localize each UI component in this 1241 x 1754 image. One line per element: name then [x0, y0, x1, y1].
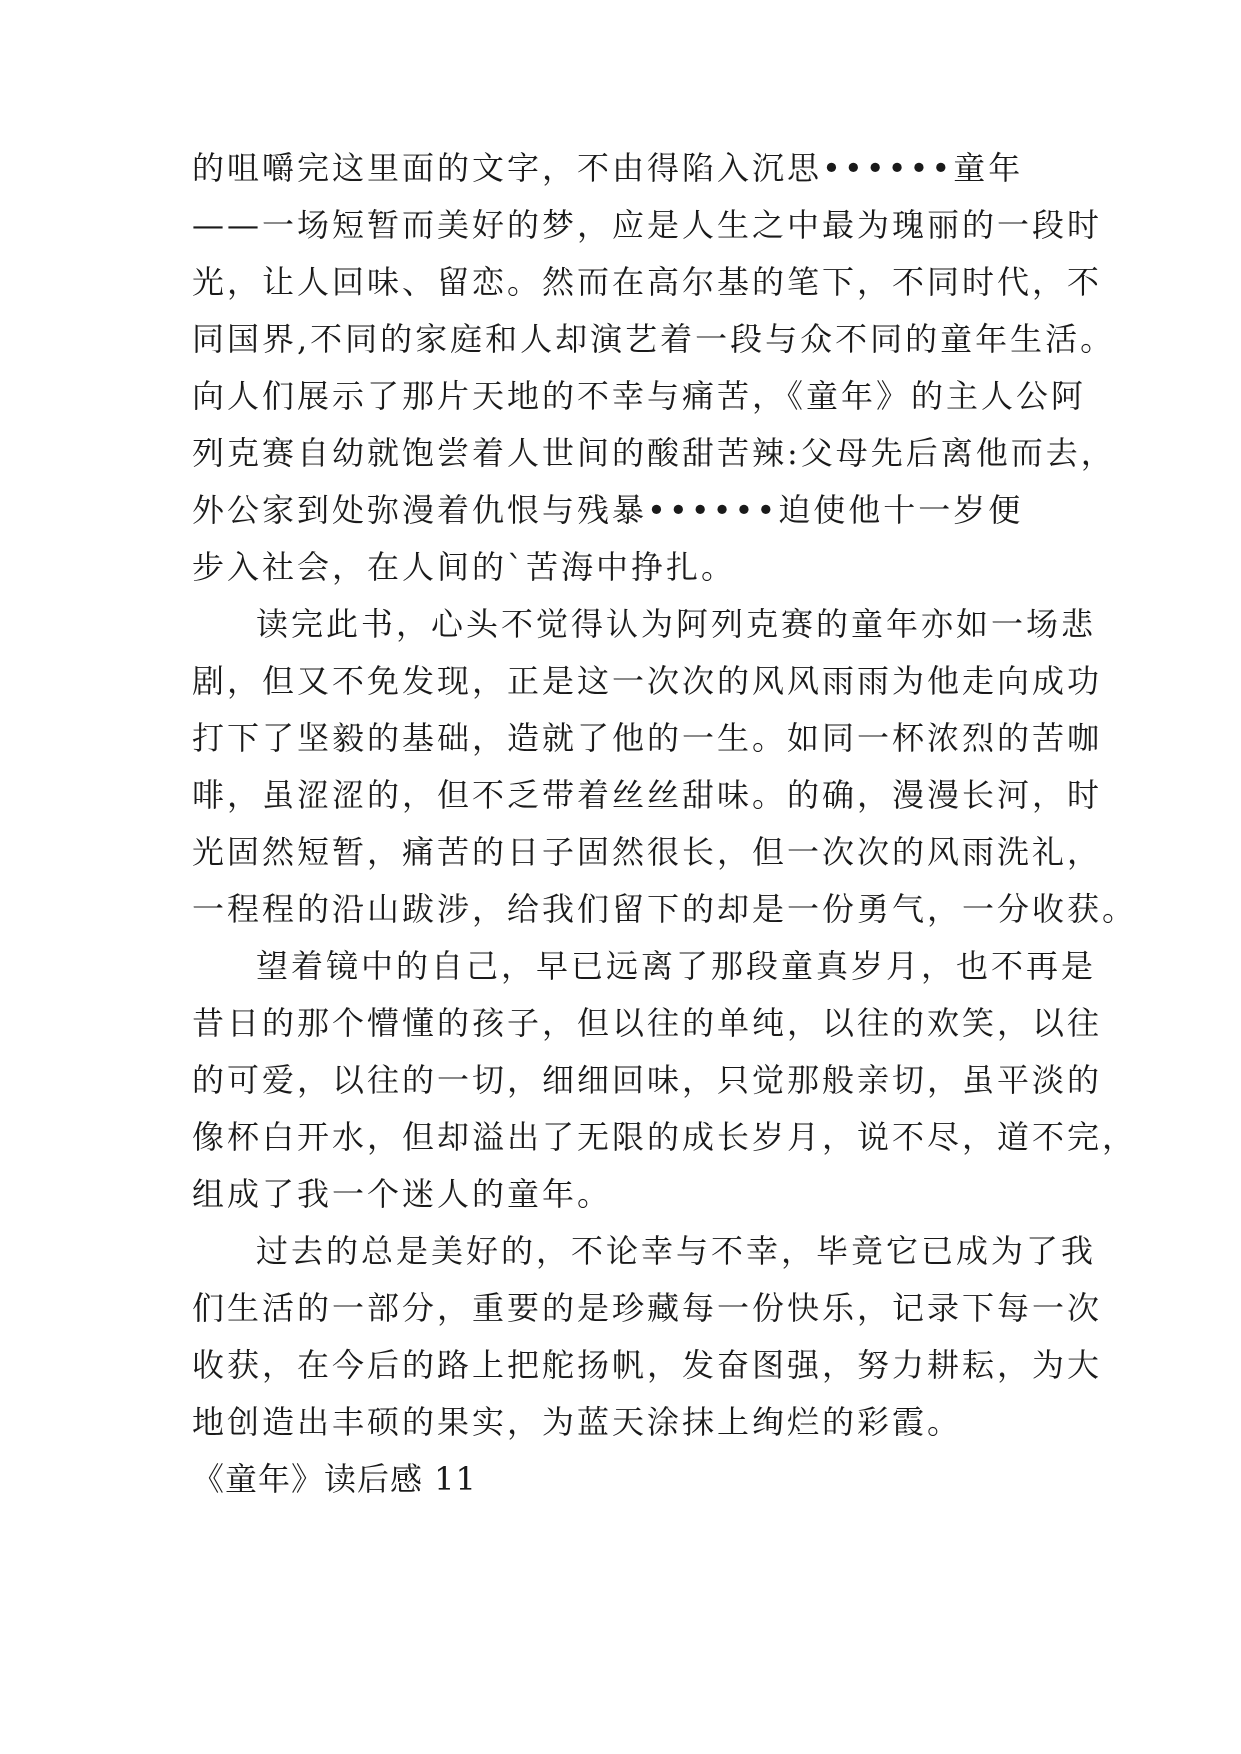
text-line: ——一场短暂而美好的梦，应是人生之中最为瑰丽的一段时 — [192, 206, 1103, 244]
text-line: 昔日的那个懵懂的孩子，但以往的单纯，以往的欢笑，以往 — [192, 1004, 1103, 1042]
text-line: 向人们展示了那片天地的不幸与痛苦，《童年》的主人公阿 — [192, 377, 1087, 415]
text-line: 步入社会，在人间的`苦海中挣扎。 — [192, 548, 737, 586]
text-line: 地创造出丰硕的果实，为蓝天涂抹上绚烂的彩霞。 — [192, 1403, 963, 1441]
text-line: 组成了我一个迷人的童年。 — [192, 1175, 613, 1213]
section-heading: 《童年》读后感 11 — [192, 1460, 477, 1498]
text-line: 光固然短暂，痛苦的日子固然很长，但一次次的风雨洗礼， — [192, 833, 1103, 871]
text-line: 列克赛自幼就饱尝着人世间的酸甜苦辣:父母先后离他而去， — [192, 434, 1116, 472]
text-line: 读完此书，心头不觉得认为阿列克赛的童年亦如一场悲 — [256, 605, 1097, 643]
text-line: 像杯白开水，但却溢出了无限的成长岁月，说不尽，道不完， — [192, 1118, 1138, 1156]
text-line: 们生活的一部分，重要的是珍藏每一份快乐，记录下每一次 — [192, 1289, 1103, 1327]
text-line: 打下了坚毅的基础，造就了他的一生。如同一杯浓烈的苦咖 — [192, 719, 1103, 757]
text-line: 同国界,不同的家庭和人却演艺着一段与众不同的童年生活。 — [192, 320, 1116, 358]
text-line: 一程程的沿山跋涉，给我们留下的却是一份勇气，一分收获。 — [192, 890, 1138, 928]
text-line: 收获，在今后的路上把舵扬帆，发奋图强，努力耕耘，为大 — [192, 1346, 1103, 1384]
text-line: 啡，虽涩涩的，但不乏带着丝丝甜味。的确，漫漫长河，时 — [192, 776, 1103, 814]
text-line: 的可爱，以往的一切，细细回味，只觉那般亲切，虽平淡的 — [192, 1061, 1103, 1099]
text-line: 望着镜中的自己，早已远离了那段童真岁月，也不再是 — [256, 947, 1097, 985]
text-line: 剧，但又不免发现，正是这一次次的风风雨雨为他走向成功 — [192, 662, 1103, 700]
text-line: 光，让人回味、留恋。然而在高尔基的笔下，不同时代，不 — [192, 263, 1103, 301]
text-line: 外公家到处弥漫着仇恨与残暴••••••迫使他十一岁便 — [192, 491, 1024, 529]
text-line: 过去的总是美好的，不论幸与不幸，毕竟它已成为了我 — [256, 1232, 1097, 1270]
text-line: 的咀嚼完这里面的文字，不由得陷入沉思••••••童年 — [192, 149, 1024, 187]
